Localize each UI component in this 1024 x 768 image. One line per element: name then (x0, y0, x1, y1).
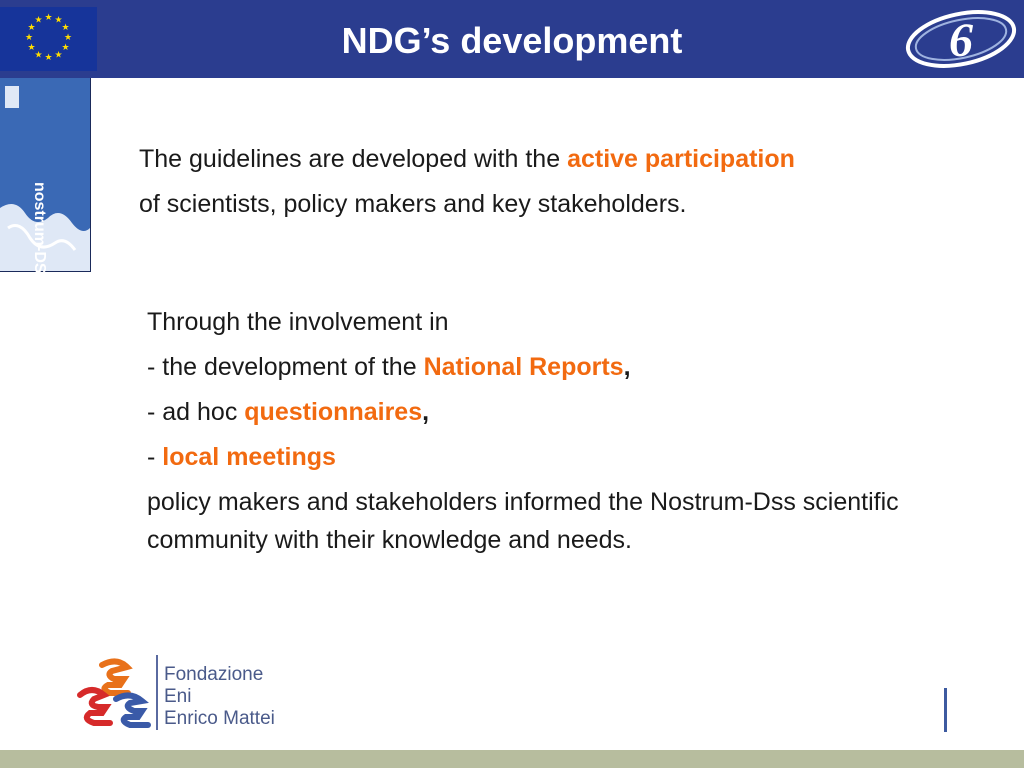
item-punct: , (623, 353, 631, 381)
item-text: - ad hoc (147, 398, 245, 426)
fem-name (164, 664, 275, 730)
involvement-item-questionnaires (147, 390, 1007, 435)
item-text: - the development of the (147, 353, 424, 381)
svg-text:★: ★ (44, 13, 53, 23)
intro-paragraph (139, 137, 1019, 227)
footer-accent-bar (944, 688, 947, 732)
svg-text:★: ★ (34, 15, 43, 26)
fem-line-1: Fondazione (164, 664, 264, 685)
intro-highlight: active participation (567, 145, 795, 173)
footer-band (0, 750, 1024, 768)
item-punct: , (422, 398, 430, 426)
involvement-item-national-reports (147, 345, 1007, 390)
fp6-logo (904, 8, 1018, 70)
intro-text: The guidelines are developed with the (139, 145, 568, 173)
item-highlight: local meetings (162, 443, 336, 471)
involvement-heading: Through the involvement in (147, 308, 449, 336)
fem-line-2: Eni (164, 686, 192, 707)
svg-text:6: 6 (949, 14, 973, 67)
involvement-block (147, 300, 1007, 559)
item-highlight: National Reports (423, 353, 624, 381)
fem-divider (156, 655, 158, 730)
item-text: - (147, 443, 163, 471)
fem-line-3: Enrico Mattei (164, 708, 275, 729)
nostrum-dss-label: nostrum-DSS (31, 182, 48, 285)
svg-text:★: ★ (61, 43, 70, 53)
svg-text:★: ★ (63, 33, 73, 43)
svg-text:★: ★ (54, 50, 63, 61)
svg-text:★: ★ (54, 15, 63, 26)
fem-logo (72, 655, 162, 730)
svg-text:★: ★ (27, 43, 36, 53)
involvement-conclusion: policy makers and stakeholders informed the Nostrum-Dss scientific community with their knowledge and needs. (147, 488, 899, 554)
intro-text-continued: of scientists, policy makers and key stakeholders. (139, 190, 687, 218)
svg-text:★: ★ (34, 50, 43, 61)
involvement-item-local-meetings (147, 435, 1007, 480)
svg-text:★: ★ (24, 33, 34, 43)
svg-text:★: ★ (44, 53, 53, 63)
svg-text:★: ★ (27, 23, 36, 33)
svg-text:★: ★ (61, 23, 70, 33)
item-highlight: questionnaires (244, 398, 423, 426)
slide-title: NDG’s development (341, 20, 683, 61)
